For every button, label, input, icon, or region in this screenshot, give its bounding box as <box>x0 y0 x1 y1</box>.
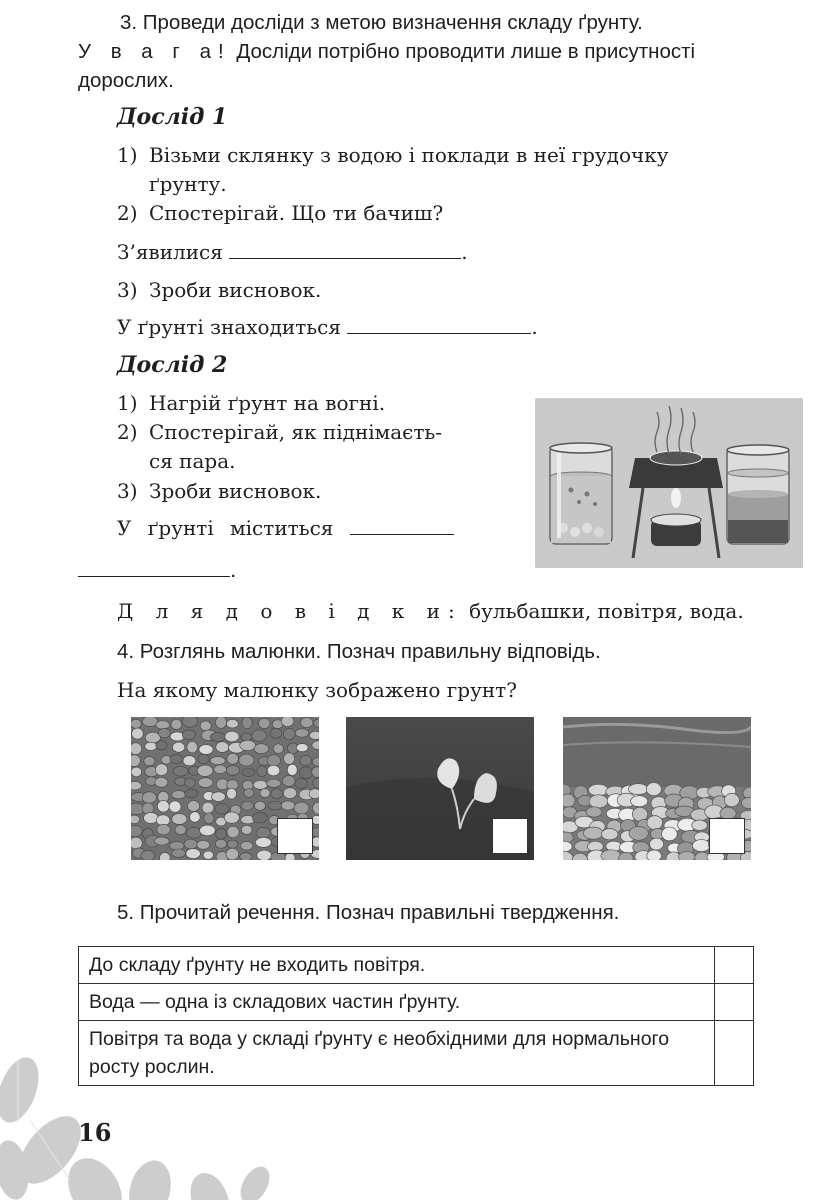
statement-text: До складу ґрунту не входить повітря. <box>79 947 715 984</box>
experiment2-title: Дослід 2 <box>117 352 228 378</box>
statements-table <box>78 946 754 1086</box>
experiment2-fill-continuation: . <box>78 556 236 585</box>
reference-words: Д л я д о в і д к и: бульбашки, повітря, вода. <box>117 599 744 623</box>
experiment2-step1: 1) Нагрій ґрунт на вогні. <box>117 391 386 415</box>
statement-mark-cell[interactable] <box>715 1021 754 1086</box>
experiment1-fill1: З’явилися . <box>117 240 468 264</box>
statement-row <box>79 1021 754 1086</box>
warning-label: У в а г а! <box>78 40 231 63</box>
task5-instruction: 5. Прочитай речення. Познач правильні твердження. <box>117 901 620 924</box>
glass-with-bubbles-icon <box>550 443 612 544</box>
answer-checkbox-shells[interactable] <box>709 818 745 854</box>
reference-label: Д л я д о в і д к и: <box>117 599 463 623</box>
experiment1-step2: 2) Спостерігай. Що ти бачиш? <box>117 201 444 225</box>
statement-text: Вода — одна із складових частин ґрунту. <box>79 984 715 1021</box>
answer-checkbox-gravel[interactable] <box>277 818 313 854</box>
experiment2-step2: 2) Спостерігай, як піднімаєть- ся пара. <box>117 420 443 473</box>
statement-mark-cell[interactable] <box>715 984 754 1021</box>
photo-option-soil[interactable] <box>346 717 534 860</box>
experiment2-step3: 3) Зроби висновок. <box>117 479 322 503</box>
statement-mark-cell[interactable] <box>715 947 754 984</box>
task3-intro: 3. Проведи досліди з метою визначення складу ґрунту. У в а г а! Досліди потрібно проводити лише в присутності дорослих. <box>78 8 806 95</box>
task3-instruction: 3. Проведи досліди з метою визначення складу ґрунту. <box>120 11 643 34</box>
statement-text: Повітря та вода у складі ґрунту є необхідними для нормального росту рослин. <box>79 1021 715 1086</box>
experiment-illustration <box>535 398 803 568</box>
experiment1-step3: 3) Зроби висновок. <box>117 278 322 302</box>
task4-instruction: 4. Розглянь малюнки. Познач правильну відповідь. <box>117 640 601 663</box>
answer-blank-appeared[interactable] <box>229 238 461 259</box>
page-number: 16 <box>78 1118 112 1147</box>
statement-row <box>79 984 754 1021</box>
answer-blank-heated-part2[interactable] <box>78 556 230 577</box>
task4-question: На якому малюнку зображено грунт? <box>117 678 517 702</box>
answer-blank-contains[interactable] <box>347 313 531 334</box>
task3-warning: У в а г а! Досліди потрібно проводити лише в присутності <box>78 40 696 63</box>
statement-row <box>79 947 754 984</box>
photo-option-gravel[interactable] <box>131 717 319 860</box>
experiment1-step1: 1) Візьми склянку з водою і поклади в неї грудочку ґрунту. <box>117 143 669 196</box>
photo-option-shells[interactable] <box>563 717 751 860</box>
glass-with-layers-icon <box>727 445 789 544</box>
answer-checkbox-soil[interactable] <box>492 818 528 854</box>
experiment1-fill2: У ґрунті знаходиться . <box>117 315 538 339</box>
answer-blank-heated-part1[interactable] <box>350 514 454 535</box>
experiment1-title: Дослід 1 <box>117 104 228 130</box>
experiment2-fill: У ґрунті міститься <box>117 514 454 543</box>
